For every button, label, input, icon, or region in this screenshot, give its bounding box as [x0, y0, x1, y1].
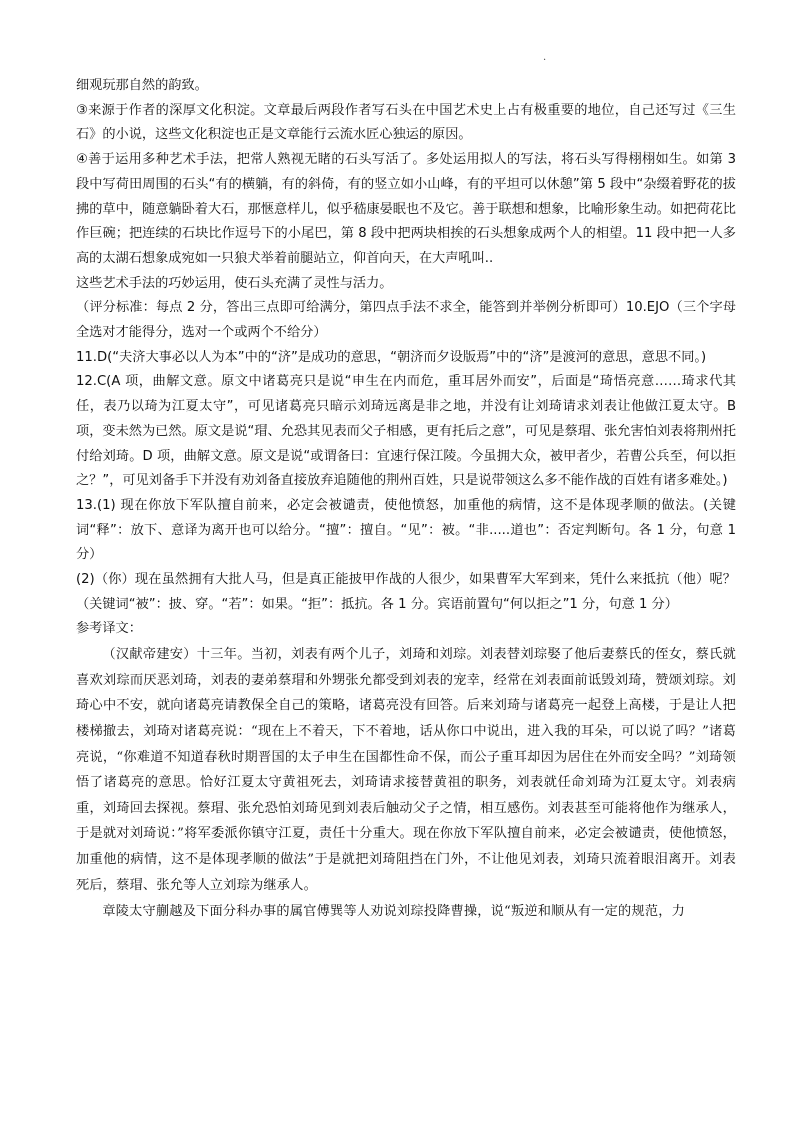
- answer-summary: 这些艺术手法的巧妙运用，使石头充满了灵性与活力。: [76, 275, 393, 291]
- answer-point-4: ④善于运用多种艺术手法，把常人熟视无睹的石头写活了。多处运用拟人的写法，将石头写得栩栩如生。如第 3 段中写荷田周围的石头“有的横躺，有的斜倚，有的竖立如小山峰，有的平坦可以休憩”第 5 段中“杂缀着野花的拔拂的草中，随意躺卧着大石，那惬意样儿，似乎嵇康晏眠也不及它。善于联想和想象，比喻形象生动。如把荷花比作巨碗；把连续的石块比作逗号下的小尾巴，第 8 段中把两块相挨的石头想象成两个人的相望。11 段中把一人多高的太湖石想象成宛如一只狼犬举着前腿站立，仰首向天，在大声吼叫..: [76, 152, 736, 266]
- answer-11: 11.D(“夫济大事必以人为本”中的“济”是成功的意思，“朝济而夕设版焉”中的“济”是渡河的意思，意思不同。): [76, 349, 707, 365]
- answer-point-3: ③来源于作者的深厚文化积淀。文章最后两段作者写石头在中国艺术史上占有极重要的地位，自己还写过《三生石》的小说，这些文化积淀也正是文章能行云流水匠心独运的原因。: [76, 102, 736, 143]
- translation-heading: 参考译文：: [76, 621, 142, 637]
- answer-13-1: 13.(1) 现在你放下军队擅自前来，必定会被谴责，使他愤怒，加重他的病情，这不是体现孝顺的做法。(关键词“释”：放下、意译为离开也可以给分。“擅”：擅自。“见”：被。“非.....道也”：否定判断句。各 1 分，句意 1 分）: [76, 497, 736, 563]
- scoring-criteria: （评分标准：每点 2 分，答出三点即可给满分，第四点手法不求全，能答到并举例分析即可）10.EJO（三个字母全选对才能得分，选对一个或两个不给分）: [76, 300, 736, 341]
- answer-13-2: (2)（你）现在虽然拥有大批人马，但是真正能披甲作战的人很少，如果曹军大军到来，凭什么来抵抗（他）呢？（关键词“被”：披、穿。“若”：如果。“拒”：抵抗。各 1 分。宾语前置句“何以拒之”1 分，句意 1 分）: [76, 572, 736, 612]
- document-body: [76, 74, 736, 925]
- translation-paragraph-1: （汉献帝建安）十三年。当初，刘表有两个儿子，刘琦和刘琮。刘表替刘琮娶了他后妻蔡氏的侄女，蔡氏就喜欢刘琮而厌恶刘琦，刘表的妻弟蔡瑁和外甥张允都受到刘表的宠幸，经常在刘表面前诋毁刘琦，赞颂刘琮。刘琦心中不安，就向诸葛亮请教保全自己的策略，诸葛亮没有回答。后来刘琦与诸葛亮一起登上高楼，于是让人把楼梯撤去，刘琦对诸葛亮说：“现在上不着天，下不着地，话从你口中说出，进入我的耳朵，可以说了吗？”诸葛亮说，“你难道不知道春秋时期晋国的太子申生在国都性命不保，而公子重耳却因为居住在外而安全吗？”刘琦领悟了诸葛亮的意思。恰好江夏太守黄祖死去，刘琦请求接替黄祖的职务，刘表就任命刘琦为江夏太守。刘表病重，刘琦回去探视。蔡瑁、张允恐怕刘琦见到刘表后触动父子之情，相互感伤。刘表甚至可能将他作为继承人，于是就对刘琦说：”将军委派你镇守江夏，责任十分重大。现在你放下军队擅自前来，必定会被谴责，使他愤怒，加重他的病情，这不是体现孝顺的做法”于是就把刘琦阻挡在门外，不让他见刘表，刘琦只流着眼泪离开。刘表死后，蔡瑁、张允等人立刘琮为继承人。: [76, 647, 736, 893]
- translation-paragraph-2: 章陵太守蒯越及下面分科办事的属官傅巽等人劝说刘琮投降曹操，说“叛逆和顺从有一定的规范，力: [102, 904, 685, 920]
- answer-continuation: 细观玩那自然的韵致。: [76, 78, 208, 93]
- page-mark: .: [543, 52, 547, 63]
- answer-12: 12.C(A 项，曲解文意。原文中诸葛亮只是说“申生在内而危，重耳居外而安”，后面是“琦悟亮意……琦求代其任，表乃以琦为江夏太守”，可见诸葛亮只暗示刘琦远离是非之地，并没有让刘琦请求刘表让他做江夏太守。B 项，变未然为已然。原文是说“瑁、允恐其见表而父子相感，更有托后之意”，可见是蔡瑁、张允害怕刘表将荆州托付给刘琦。D 项，曲解文意。原文是说“或谓备曰：宜速行保江陵。今虽拥大众，被甲者少，若曹公兵至，何以拒之？”，可见刘备手下并没有劝刘备直接放弃追随他的荆州百姓，只是说带领这么多不能作战的百姓有诸多难处。): [76, 374, 736, 489]
